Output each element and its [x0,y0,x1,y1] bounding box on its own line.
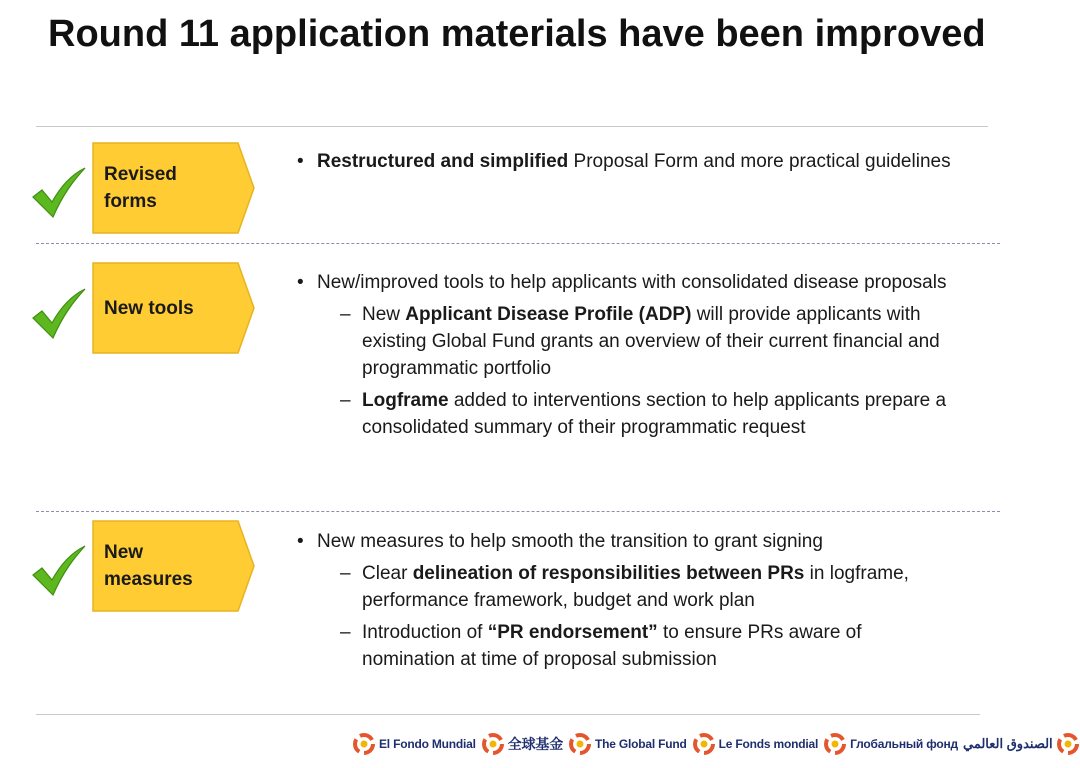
global-fund-emblem-icon [568,732,592,756]
global-fund-emblem-icon [352,732,376,756]
logo-text: Le Fonds mondial [718,737,819,751]
sub-bullet-text: to ensure PRs aware of nomination at time of proposal submission [362,622,862,670]
sub-bullet-text-bold: “PR endorsement” [487,622,658,643]
logo-text: الصندوق العالمي [962,736,1053,751]
section-divider [36,243,1000,244]
logo-russian [823,732,958,756]
tag-label: New tools [104,297,194,319]
global-fund-emblem-icon [692,732,716,756]
bullet-item [296,269,996,296]
tag-revised-forms [92,142,256,234]
logo-arabic [963,732,1080,756]
logo-el-fondo-mundial [352,732,476,756]
bullet-text-bold: Restructured and simplified [317,151,569,172]
bullet-text: New/improved tools to help applicants with consolidated disease proposals [317,272,947,293]
title-divider [36,126,988,127]
bullet-item [296,528,996,555]
sub-bullet-item [296,560,942,614]
section-revised-forms [296,148,996,175]
section-new-tools [296,269,996,441]
tag-label: Revised forms [104,164,177,212]
sub-bullet-text-bold: delineation of responsibilities between PRs [412,563,805,584]
sub-bullet-text: will provide applicants with existing Global Fund grants an overview of their current financial and programmatic portfolio [362,304,940,379]
logo-chinese [481,732,563,756]
logo-text: The Global Fund [595,737,687,751]
checkmark-icon [30,542,88,598]
tag-new-measures [92,520,256,612]
sub-bullet-text: in logframe, performance framework, budget and work plan [362,563,909,611]
sub-bullet-text-bold: Applicant Disease Profile (ADP) [405,304,692,325]
sub-bullet-item [296,619,942,673]
tag-new-tools [92,262,256,354]
bullet-item [296,148,996,175]
sub-bullet-item [296,301,952,382]
sub-bullet-text: added to interventions section to help applicants prepare a consolidated summary of their programmatic request [362,390,947,438]
sub-bullet-text: Clear [362,563,413,584]
footer-divider [36,714,980,715]
sub-bullet-item [296,387,952,441]
logo-text: 全球基金 [507,736,563,752]
sub-bullet-text-bold: Logframe [362,390,449,411]
global-fund-emblem-icon [1056,732,1080,756]
logo-text: Глобальный фонд [850,737,958,751]
bullet-text: Proposal Form and more practical guidelines [568,151,951,172]
logo-the-global-fund [568,732,687,756]
bullet-text: New measures to help smooth the transition to grant signing [317,531,823,552]
checkmark-icon [30,164,88,220]
slide-title: Round 11 application materials have been improved [48,13,986,55]
logo-le-fonds-mondial [692,732,818,756]
footer-logo-strip [352,724,1053,764]
sub-bullet-text: New [362,304,406,325]
tag-label: New measures [104,542,193,590]
checkmark-icon [30,285,88,341]
logo-text: El Fondo Mundial [379,737,476,751]
section-divider [36,511,1000,512]
global-fund-emblem-icon [481,732,505,756]
sub-bullet-text: Introduction of [362,622,488,643]
section-new-measures [296,528,996,673]
global-fund-emblem-icon [823,732,847,756]
